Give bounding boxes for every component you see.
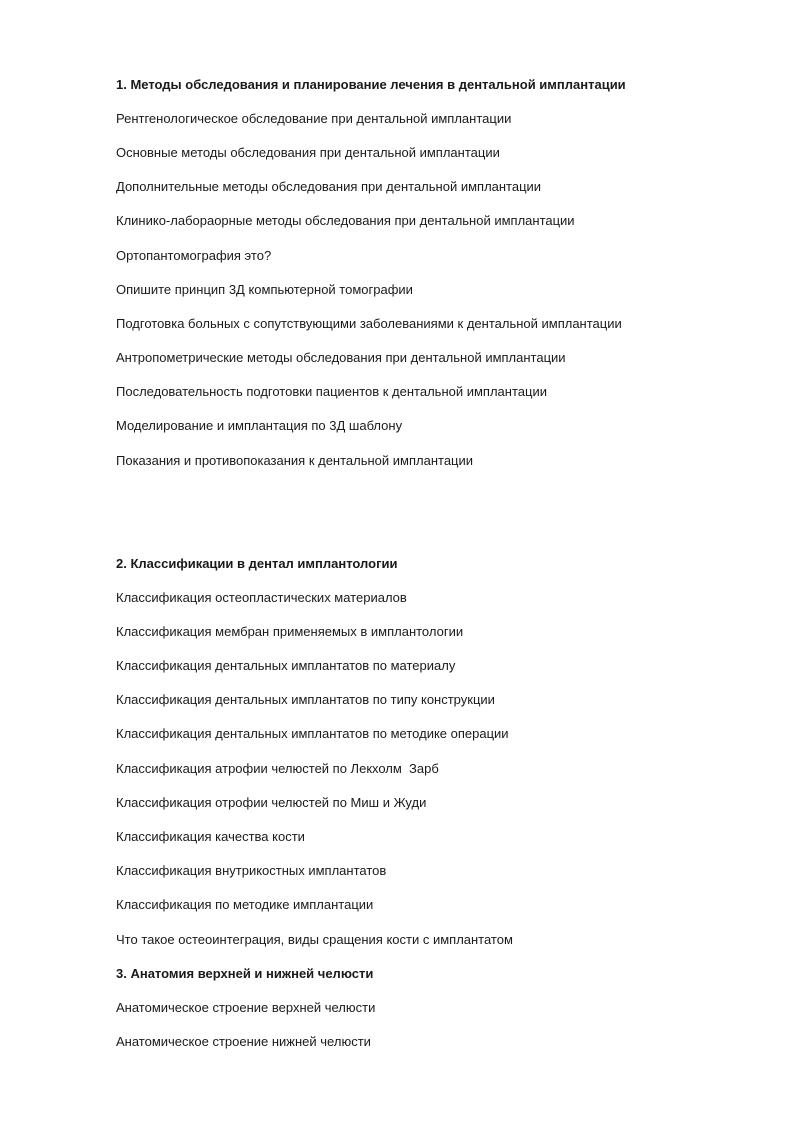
list-item: Анатомическое строение нижней челюсти [116, 1034, 371, 1049]
list-item: Анатомическое строение верхней челюсти [116, 1000, 376, 1015]
list-item: Основные методы обследования при дентальной имплантации [116, 145, 500, 160]
list-item: Классификация атрофии челюстей по Лекхолм Зарб [116, 761, 439, 776]
list-item: Классификация мембран применяемых в имплантологии [116, 624, 464, 639]
list-item: Клинико-лабораорные методы обследования при дентальной имплантации [116, 213, 575, 228]
list-item: Классификация дентальных имплантатов по материалу [116, 658, 456, 673]
list-item: Опишите принцип 3Д компьютерной томографии [116, 282, 413, 297]
list-item: Классификация дентальных имплантатов по методике операции [116, 726, 509, 741]
list-item: Антропометрические методы обследования при дентальной имплантации [116, 350, 566, 365]
section-3-heading: 3. Анатомия верхней и нижней челюсти [116, 966, 374, 981]
list-item: Подготовка больных с сопутствующими заболеваниями к дентальной имплантации [116, 316, 622, 331]
section-2-heading: 2. Классификации в дентал имплантологии [116, 556, 398, 571]
list-item: Рентгенологическое обследование при дентальной имплантации [116, 111, 512, 126]
list-item: Классификация внутрикостных имплантатов [116, 863, 387, 878]
list-item: Показания и противопоказания к дентальной имплантации [116, 453, 474, 468]
list-item: Классификация дентальных имплантатов по типу конструкции [116, 692, 495, 707]
list-item: Моделирование и имплантация по 3Д шаблону [116, 418, 403, 433]
list-item: Классификация отрофии челюстей по Миш и Жуди [116, 795, 427, 810]
list-item: Дополнительные методы обследования при дентальной имплантации [116, 179, 542, 194]
list-item: Классификация качества кости [116, 829, 305, 844]
section-1-heading: 1. Методы обследования и планирование лечения в дентальной имплантации [116, 77, 626, 92]
list-item: Классификация остеопластических материалов [116, 590, 407, 605]
list-item: Последовательность подготовки пациентов к дентальной имплантации [116, 384, 547, 399]
list-item: Классификация по методике имплантации [116, 897, 374, 912]
list-item: Что такое остеоинтеграция, виды сращения кости с имплантатом [116, 932, 513, 947]
list-item: Ортопантомография это? [116, 248, 272, 263]
